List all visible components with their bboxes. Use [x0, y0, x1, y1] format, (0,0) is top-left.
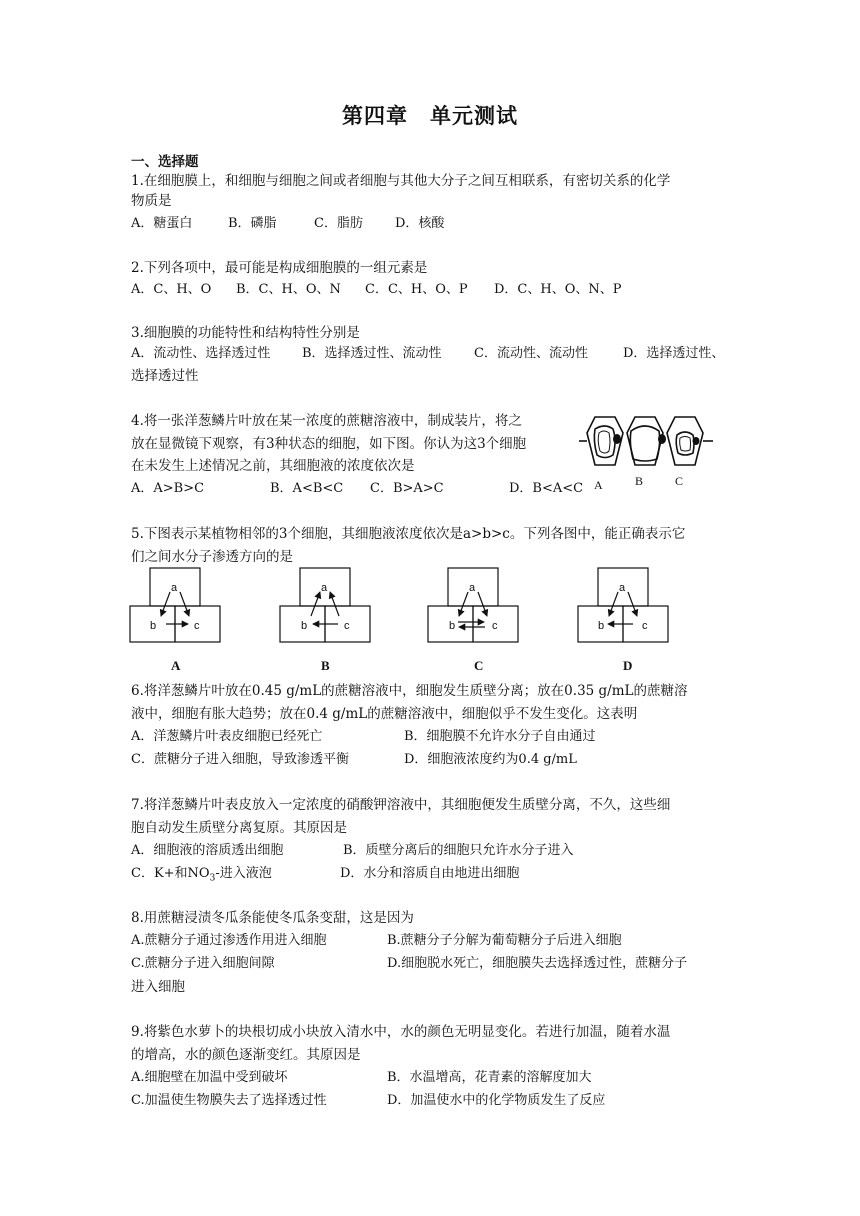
q7-option-c-subscript: 3	[209, 873, 216, 884]
q5-c-cell-c: c	[492, 620, 498, 632]
q5-diagram-d	[578, 568, 668, 642]
q4-cell-b-nucleus	[658, 434, 666, 444]
q4-option-a: A．A>B>C	[131, 481, 205, 496]
q5-osmosis-figure	[128, 566, 673, 676]
q4-option-d: D．B<A<C	[509, 481, 584, 496]
q5-c-cell-a: a	[469, 582, 476, 594]
q3-option-b: B．选择透过性、流动性	[302, 346, 442, 361]
q5-d-cell-a: a	[619, 582, 626, 594]
q5-b-cell-a: a	[321, 582, 328, 594]
q6-option-b: B．细胞膜不允许水分子自由通过	[404, 729, 596, 744]
q4-stem-line3: 在未发生上述情况之前，其细胞液的浓度依次是	[131, 458, 415, 474]
q4-stem-line1: 4.将一张洋葱鳞片叶放在某一浓度的蔗糖溶液中，制成装片，将之	[131, 413, 522, 429]
q8-option-b: B.蔗糖分子分解为葡萄糖分子后进入细胞	[387, 933, 622, 948]
q5-b-cell-c: c	[344, 620, 350, 632]
q5-b-cell-b: b	[301, 620, 308, 632]
q5-stem-line2: 们之间水分子渗透方向的是	[131, 549, 293, 565]
q9-option-a: A.细胞壁在加温中受到破坏	[131, 1070, 288, 1085]
q5-d-cell-b: b	[598, 620, 605, 632]
q1-option-a: A．糖蛋白	[131, 216, 193, 231]
q6-option-c: C．蔗糖分子进入细胞，导致渗透平衡	[131, 752, 349, 767]
q9-option-c: C.加温使生物膜失去了选择透过性	[131, 1093, 327, 1108]
q4-cell-b-protoplast	[630, 426, 659, 461]
q5-d-cell-c: c	[642, 620, 648, 632]
q7-option-c-tail: -进入液泡	[215, 866, 272, 881]
q5-stem-line1: 5.下图表示某植物相邻的3个细胞，其细胞液浓度依次是a>b>c。下列各图中，能正确表示它	[131, 526, 686, 542]
q5-a-cell-c: c	[194, 620, 200, 632]
q2-option-b: B．C、H、O、N	[236, 282, 341, 297]
q7-option-a: A．细胞液的溶质透出细胞	[131, 843, 284, 858]
q6-stem-line2: 液中，细胞有胀大趋势；放在0.4 g/mL的蔗糖溶液中，细胞似乎不发生变化。这表明	[131, 706, 638, 722]
page-title	[0, 100, 860, 130]
title-subject: 单元测试	[430, 104, 518, 128]
q8-option-c: C.蔗糖分子进入细胞间隙	[131, 956, 275, 971]
q9-option-b: B．水温增高，花青素的溶解度加大	[387, 1070, 592, 1085]
q4-label-b: B	[635, 474, 644, 488]
q2-option-a: A．C、H、O	[131, 282, 212, 297]
q5-a-cell-b: b	[150, 620, 157, 632]
q1-option-b: B．磷脂	[228, 216, 277, 231]
q5-a-cell-a: a	[171, 582, 178, 594]
q5-diagram-b	[280, 568, 370, 642]
q8-option-a: A.蔗糖分子通过渗透作用进入细胞	[131, 933, 327, 948]
title-chapter: 第四章	[342, 104, 408, 128]
q9-option-d: D．加温使水中的化学物质发生了反应	[387, 1093, 606, 1108]
q9-stem-line2: 的增高，水的颜色逐渐变红。其原因是	[131, 1047, 361, 1063]
q2-stem: 2.下列各项中，最可能是构成细胞膜的一组元素是	[131, 260, 428, 276]
q5-label-b: B	[321, 658, 330, 673]
q4-onion-cells-figure	[575, 405, 725, 495]
q5-label-a: A	[171, 658, 181, 673]
q5-c-cell-b: b	[449, 620, 456, 632]
q1-option-d: D．核酸	[395, 216, 445, 231]
q8-option-d-cont: 进入细胞	[131, 979, 185, 995]
q9-stem-line1: 9.将紫色水萝卜的块根切成小块放入清水中，水的颜色无明显变化。若进行加温，随着水温	[131, 1024, 671, 1040]
q4-cell-c-vacuole	[680, 437, 691, 452]
q4-label-c: C	[675, 474, 684, 488]
q7-option-d: D．水分和溶质自由地进出细胞	[340, 866, 520, 881]
q8-stem: 8.用蔗糖浸渍冬瓜条能使冬瓜条变甜，这是因为	[131, 910, 414, 926]
q6-option-a: A．洋葱鳞片叶表皮细胞已经死亡	[131, 729, 323, 744]
q7-stem-line1: 7.将洋葱鳞片叶表皮放入一定浓度的硝酸钾溶液中，其细胞便发生质壁分离，不久，这些细	[131, 797, 671, 813]
q4-cell-c-nucleus	[693, 437, 700, 445]
q4-option-b: B．A<B<C	[270, 481, 344, 496]
q7-stem-line2: 胞自动发生质壁分离复原。其原因是	[131, 820, 347, 836]
q4-cell-c-protoplast	[676, 432, 694, 455]
q2-option-c: C．C、H、O、P	[365, 282, 468, 297]
q5-diagram-c	[428, 568, 518, 642]
q1-option-c: C．脂肪	[314, 216, 363, 231]
q1-stem-line2: 物质是	[131, 193, 172, 209]
q2-option-d: D．C、H、O、N、P	[494, 282, 622, 297]
q4-cell-a-vacuole	[598, 431, 610, 453]
q3-stem: 3.细胞膜的功能特性和结构特性分别是	[131, 325, 360, 341]
q3-option-c: C．流动性、流动性	[474, 346, 588, 361]
q5-diagram-a	[130, 568, 220, 642]
q5-label-c: C	[474, 658, 484, 673]
q5-label-d: D	[623, 658, 633, 673]
q7-option-b: B．质壁分离后的细胞只允许水分子进入	[343, 843, 574, 858]
q1-stem-line1: 1.在细胞膜上，和细胞与细胞之间或者细胞与其他大分子之间互相联系，有密切关系的化学	[131, 173, 671, 189]
q3-option-d-cont: 选择透过性	[131, 368, 199, 384]
q4-label-a: A	[594, 478, 603, 492]
q4-option-c: C．B>A>C	[370, 481, 444, 496]
q7-option-c	[131, 864, 272, 889]
q8-option-d: D.细胞脱水死亡，细胞膜失去选择透过性，蔗糖分子	[387, 956, 688, 971]
q4-stem-line2: 放在显微镜下观察，有3种状态的细胞，如下图。你认为这3个细胞	[131, 436, 527, 452]
q6-option-d: D．细胞液浓度约为0.4 g/mL	[404, 752, 577, 767]
q7-option-c-text: C．K+和NO	[131, 866, 210, 881]
section-heading: 一、选择题	[131, 154, 199, 170]
q6-stem-line1: 6.将洋葱鳞片叶放在0.45 g/mL的蔗糖溶液中，细胞发生质壁分离；放在0.35 g/mL的蔗糖溶	[131, 683, 688, 699]
q4-cell-a-nucleus	[613, 434, 621, 444]
q3-option-d: D．选择透过性、	[623, 346, 725, 361]
q3-option-a: A．流动性、选择透过性	[131, 346, 271, 361]
